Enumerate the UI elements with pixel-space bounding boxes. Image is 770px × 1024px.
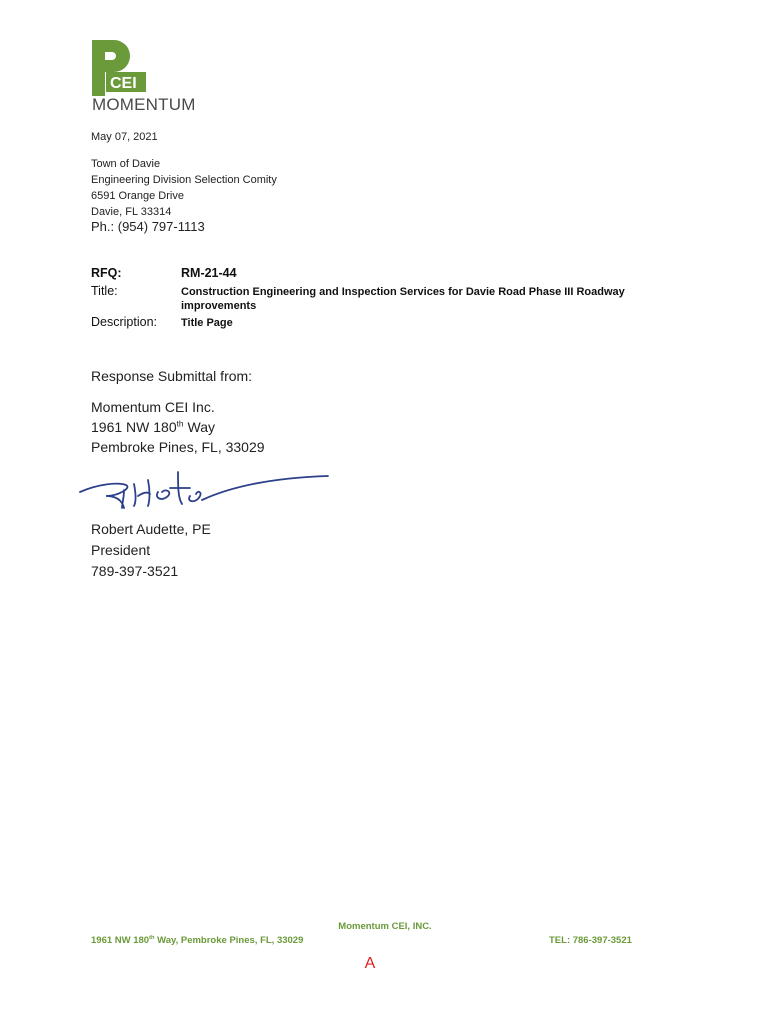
rfq-value: RM-21-44 [181,266,237,280]
address-text: 1961 NW 180 [91,419,177,435]
title-value-line2: improvements [181,300,257,312]
address-suffix: Way [183,419,215,435]
footer-address-sup: th [149,934,155,941]
address-sup: th [176,418,184,429]
description-value: Title Page [181,317,233,329]
logo-wordmark: MOMENTUM [92,95,196,114]
recipient-line: Engineering Division Selection Comity [91,174,277,186]
response-heading: Response Submittal from: [91,368,253,384]
footer-address-suffix: Way, Pembroke Pines, FL, 33029 [154,935,304,946]
description-label: Description: [91,315,157,329]
response-city: Pembroke Pines, FL, 33029 [91,439,265,455]
letter-date: May 07, 2021 [91,131,158,143]
response-company: Momentum CEI Inc. [91,399,215,415]
title-value-line1: Construction Engineering and Inspection Services for Davie Road Phase III Roadway [181,286,625,298]
footer-address-text: 1961 NW 180 [91,935,150,946]
signature-image [78,458,338,518]
recipient-line: Davie, FL 33314 [91,206,172,218]
page-label: A [364,955,376,972]
footer-address [91,935,303,946]
signer-phone: 789-397-3521 [91,563,179,579]
signer-title: President [91,542,151,558]
logo-cei-text: CEI [110,75,137,92]
footer-company: Momentum CEI, INC. [338,921,432,932]
title-label: Title: [91,284,118,298]
signer-name: Robert Audette, PE [91,521,211,537]
response-address [91,417,215,437]
recipient-line: 6591 Orange Drive [91,190,184,202]
recipient-line: Town of Davie [91,158,161,170]
recipient-phone: Ph.: (954) 797-1113 [91,219,205,234]
recipient-address [91,156,277,220]
footer-tel: TEL: 786-397-3521 [549,935,632,946]
rfq-label: RFQ: [91,266,122,280]
